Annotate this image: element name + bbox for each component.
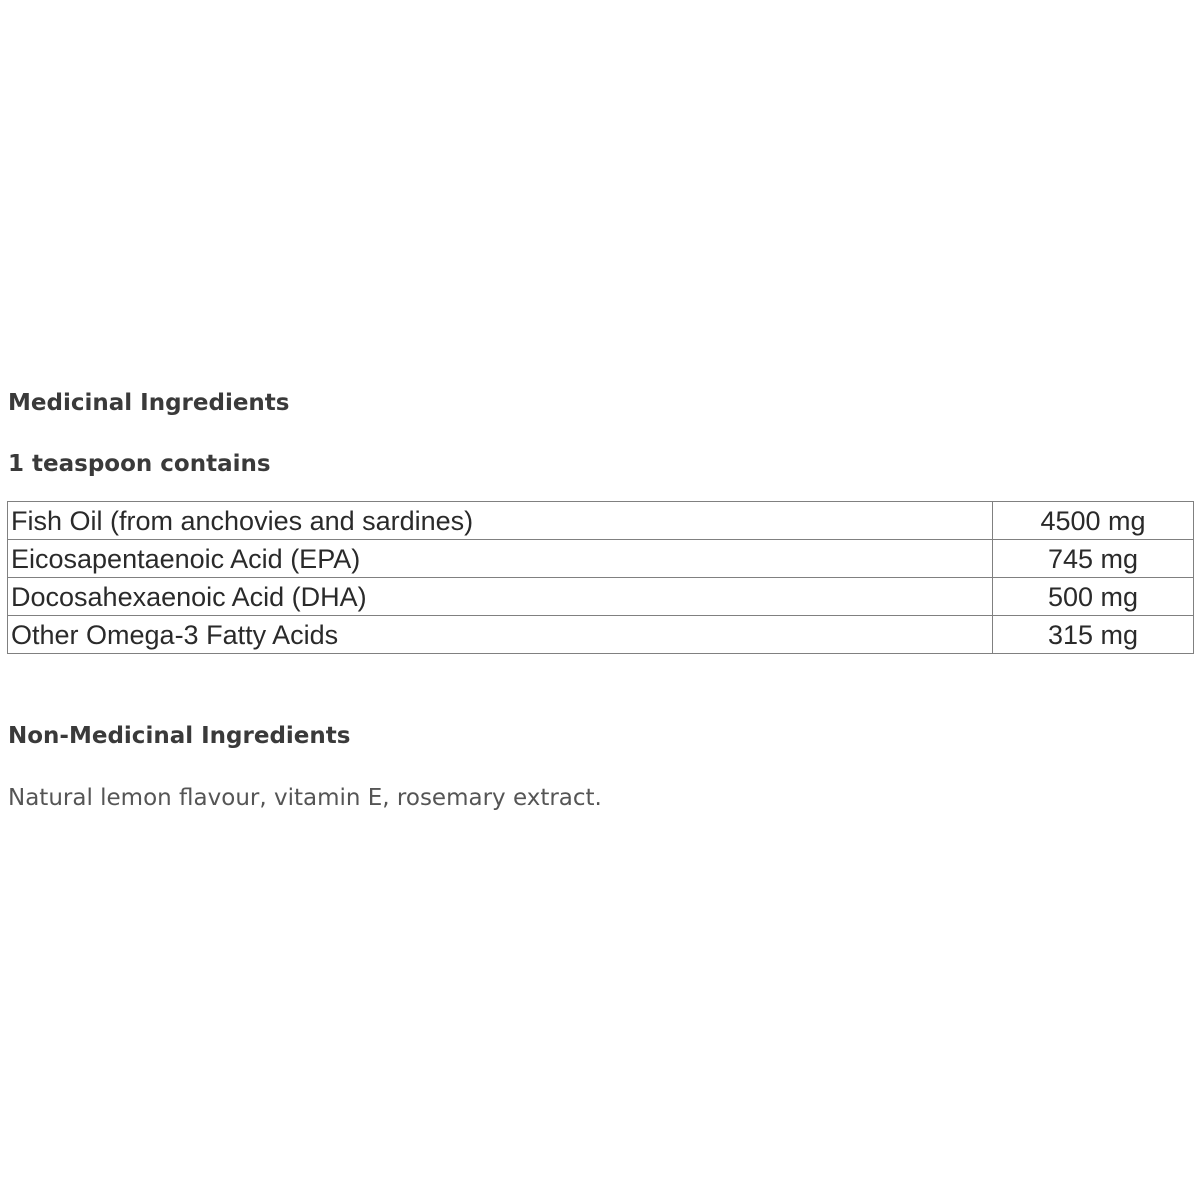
ingredient-amount: 500 mg <box>993 578 1194 616</box>
non-medicinal-ingredients-heading: Non-Medicinal Ingredients <box>8 723 351 749</box>
table-row <box>8 540 1194 578</box>
ingredient-amount: 4500 mg <box>993 502 1194 540</box>
medicinal-ingredients-table <box>7 501 1194 654</box>
table-row <box>8 616 1194 654</box>
table-row <box>8 502 1194 540</box>
ingredient-amount: 745 mg <box>993 540 1194 578</box>
ingredient-name: Eicosapentaenoic Acid (EPA) <box>8 540 993 578</box>
non-medicinal-ingredients-list: Natural lemon flavour, vitamin E, rosemary extract. <box>8 785 602 811</box>
ingredient-name: Other Omega-3 Fatty Acids <box>8 616 993 654</box>
table-row <box>8 578 1194 616</box>
ingredient-name: Docosahexaenoic Acid (DHA) <box>8 578 993 616</box>
ingredient-amount: 315 mg <box>993 616 1194 654</box>
medicinal-ingredients-heading: Medicinal Ingredients <box>8 390 290 416</box>
ingredient-name: Fish Oil (from anchovies and sardines) <box>8 502 993 540</box>
serving-size-label: 1 teaspoon contains <box>8 451 271 477</box>
